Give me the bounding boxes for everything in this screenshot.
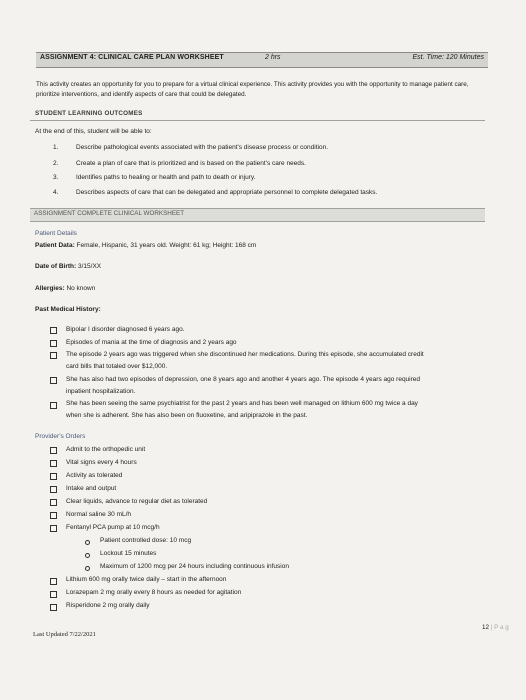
pmh-label: Past Medical History: xyxy=(35,306,101,313)
order-checkbox[interactable] xyxy=(50,512,57,519)
order-checkbox[interactable] xyxy=(50,604,57,611)
patient-data-line xyxy=(35,242,256,249)
allergies-line xyxy=(35,285,95,292)
dob-label: Date of Birth: xyxy=(35,263,77,270)
order-checkbox[interactable] xyxy=(50,460,57,467)
pca-detail: Lockout 15 minutes xyxy=(100,550,157,557)
outcomes-divider xyxy=(30,120,485,121)
worksheet-heading: ASSIGNMENT COMPLETE CLINICAL WORKSHEET xyxy=(34,210,185,217)
last-updated: Last Updated 7/22/2021 xyxy=(33,631,96,638)
order-item: Activity as tolerated xyxy=(66,472,123,479)
pmh-item: Bipolar I disorder diagnosed 6 years ago. xyxy=(66,326,185,333)
dob-value: 3/15/XX xyxy=(77,263,102,270)
order-checkbox[interactable] xyxy=(50,499,57,506)
pmh-item-cont: when she is adherent. She has also been on fluoxetine, and aripiprazole in the past. xyxy=(66,412,308,419)
order-item: Clear liquids, advance to regular diet as tolerated xyxy=(66,498,208,505)
pmh-item: She has been seeing the same psychiatrist for the past 2 years and has been well managed on lithium 600 mg twice a day xyxy=(66,400,418,407)
patient-data-value: Female, Hispanic, 31 years old. Weight: 61 kg; Height: 168 cm xyxy=(76,242,257,249)
allergies-label: Allergies: xyxy=(35,285,65,292)
outcome-number: 4. xyxy=(53,189,59,196)
outcome-number: 1. xyxy=(53,144,59,151)
med-order: Lithium 600 mg orally twice daily – start in the afternoon xyxy=(66,576,227,583)
pmh-item-cont: card bills that totaled over $12,000. xyxy=(66,363,168,370)
pmh-item: The episode 2 years ago was triggered when she discontinued her medications. During this episode, she accumulated credit xyxy=(66,351,424,358)
pmh-checkbox[interactable] xyxy=(50,377,57,384)
assignment-title: ASSIGNMENT 4: CLINICAL CARE PLAN WORKSHEET xyxy=(40,54,224,61)
pmh-checkbox[interactable] xyxy=(50,327,57,334)
pmh-item-cont: inpatient hospitalization. xyxy=(66,388,136,395)
pmh-checkbox[interactable] xyxy=(50,402,57,409)
order-checkbox[interactable] xyxy=(50,486,57,493)
page-word: | P a g xyxy=(490,624,509,631)
page-number-value: 12 xyxy=(482,624,490,631)
outcome-item: Identifies paths to healing or health and path to death or injury. xyxy=(76,174,256,181)
bullet-icon xyxy=(85,553,90,558)
med-order: Risperidone 2 mg orally daily xyxy=(66,602,150,609)
patient-data-label: Patient Data: xyxy=(35,242,75,249)
pmh-checkbox[interactable] xyxy=(50,352,57,359)
order-checkbox[interactable] xyxy=(50,447,57,454)
page-number xyxy=(482,624,509,631)
estimated-time: Est. Time: 120 Minutes xyxy=(412,54,484,61)
assignment-header-bar xyxy=(36,52,488,68)
order-item: Admit to the orthopedic unit xyxy=(66,446,146,453)
pmh-item: She has also had two episodes of depression, one 8 years ago and another 4 years ago. The episode 4 years ago required xyxy=(66,376,421,383)
worksheet-section-bar xyxy=(30,208,485,222)
outcome-item: Describe pathological events associated with the patient's disease process or condition. xyxy=(76,144,328,151)
allergies-value: No known xyxy=(66,285,96,292)
dob-line xyxy=(35,263,101,270)
outcome-item: Create a plan of care that is prioritized and is based on the patient's care needs. xyxy=(76,160,306,167)
pmh-item: Episodes of mania at the time of diagnosis and 2 years ago xyxy=(66,339,237,346)
order-checkbox[interactable] xyxy=(50,525,57,532)
patient-details-label: Patient Details xyxy=(35,230,77,237)
bullet-icon xyxy=(85,566,90,571)
pca-detail: Maximum of 1200 mcg per 24 hours including continuous infusion xyxy=(100,563,289,570)
order-checkbox[interactable] xyxy=(50,578,57,585)
order-item: Normal saline 30 mL/h xyxy=(66,511,132,518)
outcome-number: 2. xyxy=(53,160,59,167)
assignment-hours: 2 hrs xyxy=(265,54,281,61)
outcome-item: Describes aspects of care that can be delegated and appropriate personnel to complete delegated tasks. xyxy=(76,189,378,196)
order-checkbox[interactable] xyxy=(50,591,57,598)
learning-outcomes-heading: STUDENT LEARNING OUTCOMES xyxy=(35,110,143,117)
outcomes-lead: At the end of this, student will be able to: xyxy=(35,128,152,135)
pca-detail: Patient controlled dose: 10 mcg xyxy=(100,537,192,544)
providers-orders-heading: Provider's Orders xyxy=(35,433,86,440)
bullet-icon xyxy=(85,540,90,545)
intro-paragraph: This activity creates an opportunity for you to prepare for a virtual clinical experience. This activity provides you with the opportunity to manage patient care, prioritize interventions, and identify aspects of care that could be delegated. xyxy=(36,81,469,98)
order-item: Fentanyl PCA pump at 10 mcg/h xyxy=(66,524,160,531)
med-order: Lorazepam 2 mg orally every 8 hours as needed for agitation xyxy=(66,589,242,596)
order-item: Vital signs every 4 hours xyxy=(66,459,137,466)
order-checkbox[interactable] xyxy=(50,473,57,480)
pmh-checkbox[interactable] xyxy=(50,340,57,347)
outcome-number: 3. xyxy=(53,174,59,181)
order-item: Intake and output xyxy=(66,485,117,492)
